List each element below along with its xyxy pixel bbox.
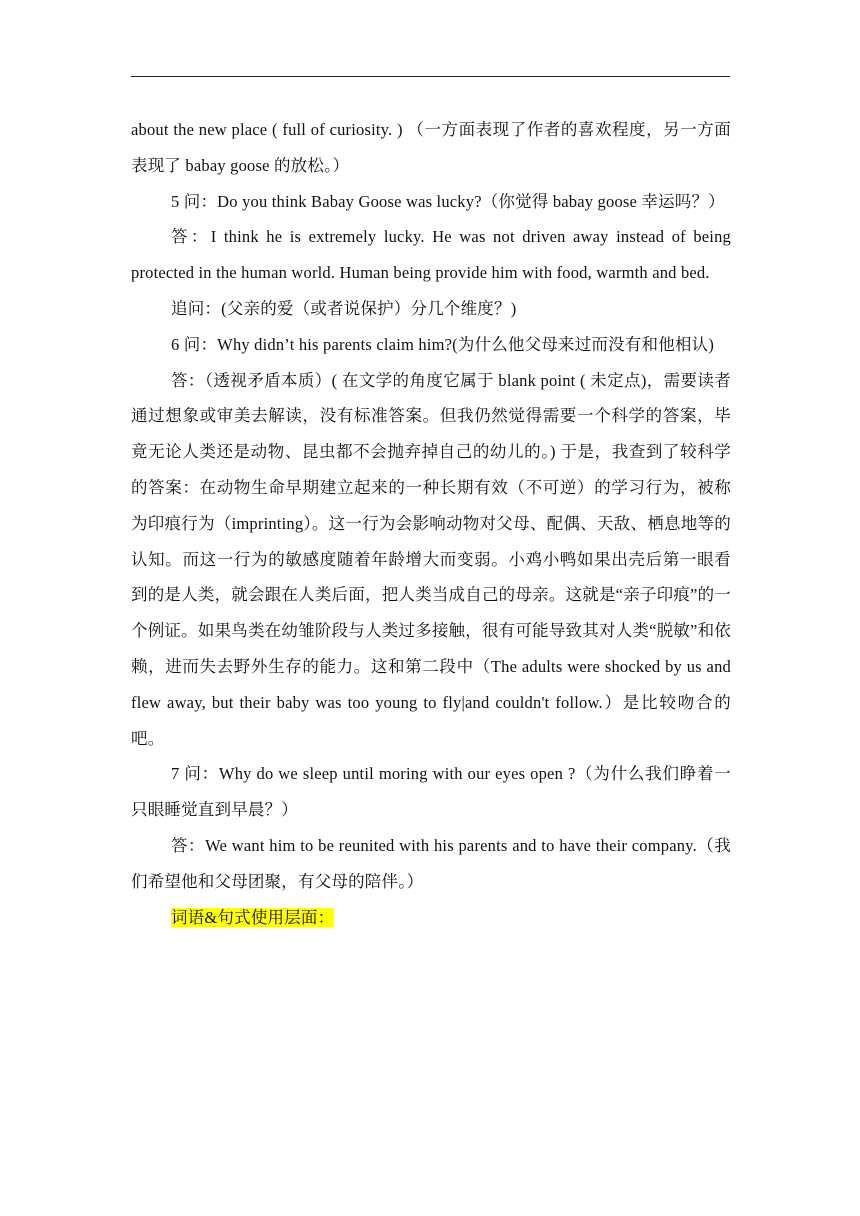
question-7: 7 问：Why do we sleep until moring with our eyes open ?（为什么我们睁着一只眼睡觉直到早晨？） bbox=[131, 764, 731, 820]
answer-6: 答：（透视矛盾本质）( 在文学的角度它属于 blank point ( 未定点)，需要读者通过想象或审美去解读，没有标准答案。但我仍然觉得需要一个科学的答案，毕竟无论人类还是动物、昆虫都不会抛弃掉自己的幼儿的。) 于是，我查到了较科学的答案：在动物生命早期建立起来的一种长期有效（不可逆）的学习行为，被称为印痕行为（imprinting）。这一行为会影响动物对父母、配偶、天敌、栖息地等的认知。而这一行为的敏感度随着年龄增大而变弱。小鸡小鸭如果出壳后第一眼看到的是人类，就会跟在人类后面，把人类当成自己的母亲。这就是“亲子印痕”的一个例证。如果鸟类在幼雏阶段与人类过多接触，很有可能导致其对人类“脱敏”和依赖，进而失去野外生存的能力。这和第二段中（The adults were shocked by us and flew away, but their baby was too young to fly|and couldn't follow.）是比较吻合的吧。 bbox=[131, 370, 731, 748]
answer-5: 答：I think he is extremely lucky. He was not driven away instead of being protected in the human world. Human being provide him with food, warmth and bed. bbox=[131, 227, 731, 283]
paragraph: about the new place ( full of curiosity. ) （一方面表现了作者的喜欢程度，另一方面表现了 babay goose 的放松。） bbox=[131, 120, 731, 175]
question-5: 5 问：Do you think Babay Goose was lucky?（你觉得 babay goose 幸运吗？） bbox=[171, 191, 725, 211]
document-body bbox=[131, 112, 731, 935]
header-rule bbox=[131, 76, 730, 77]
section-heading bbox=[131, 900, 731, 936]
highlighted-heading: 词语&句式使用层面： bbox=[171, 907, 335, 927]
answer-7: 答：We want him to be reunited with his parents and to have their company.（我们希望他和父母团聚，有父母的陪伴。） bbox=[131, 835, 731, 891]
question-6: 6 问：Why didn’t his parents claim him?(为什么他父母来过而没有和他相认) bbox=[171, 334, 715, 354]
follow-up-question: 追问：(父亲的爱（或者说保护）分几个维度？) bbox=[171, 298, 517, 318]
